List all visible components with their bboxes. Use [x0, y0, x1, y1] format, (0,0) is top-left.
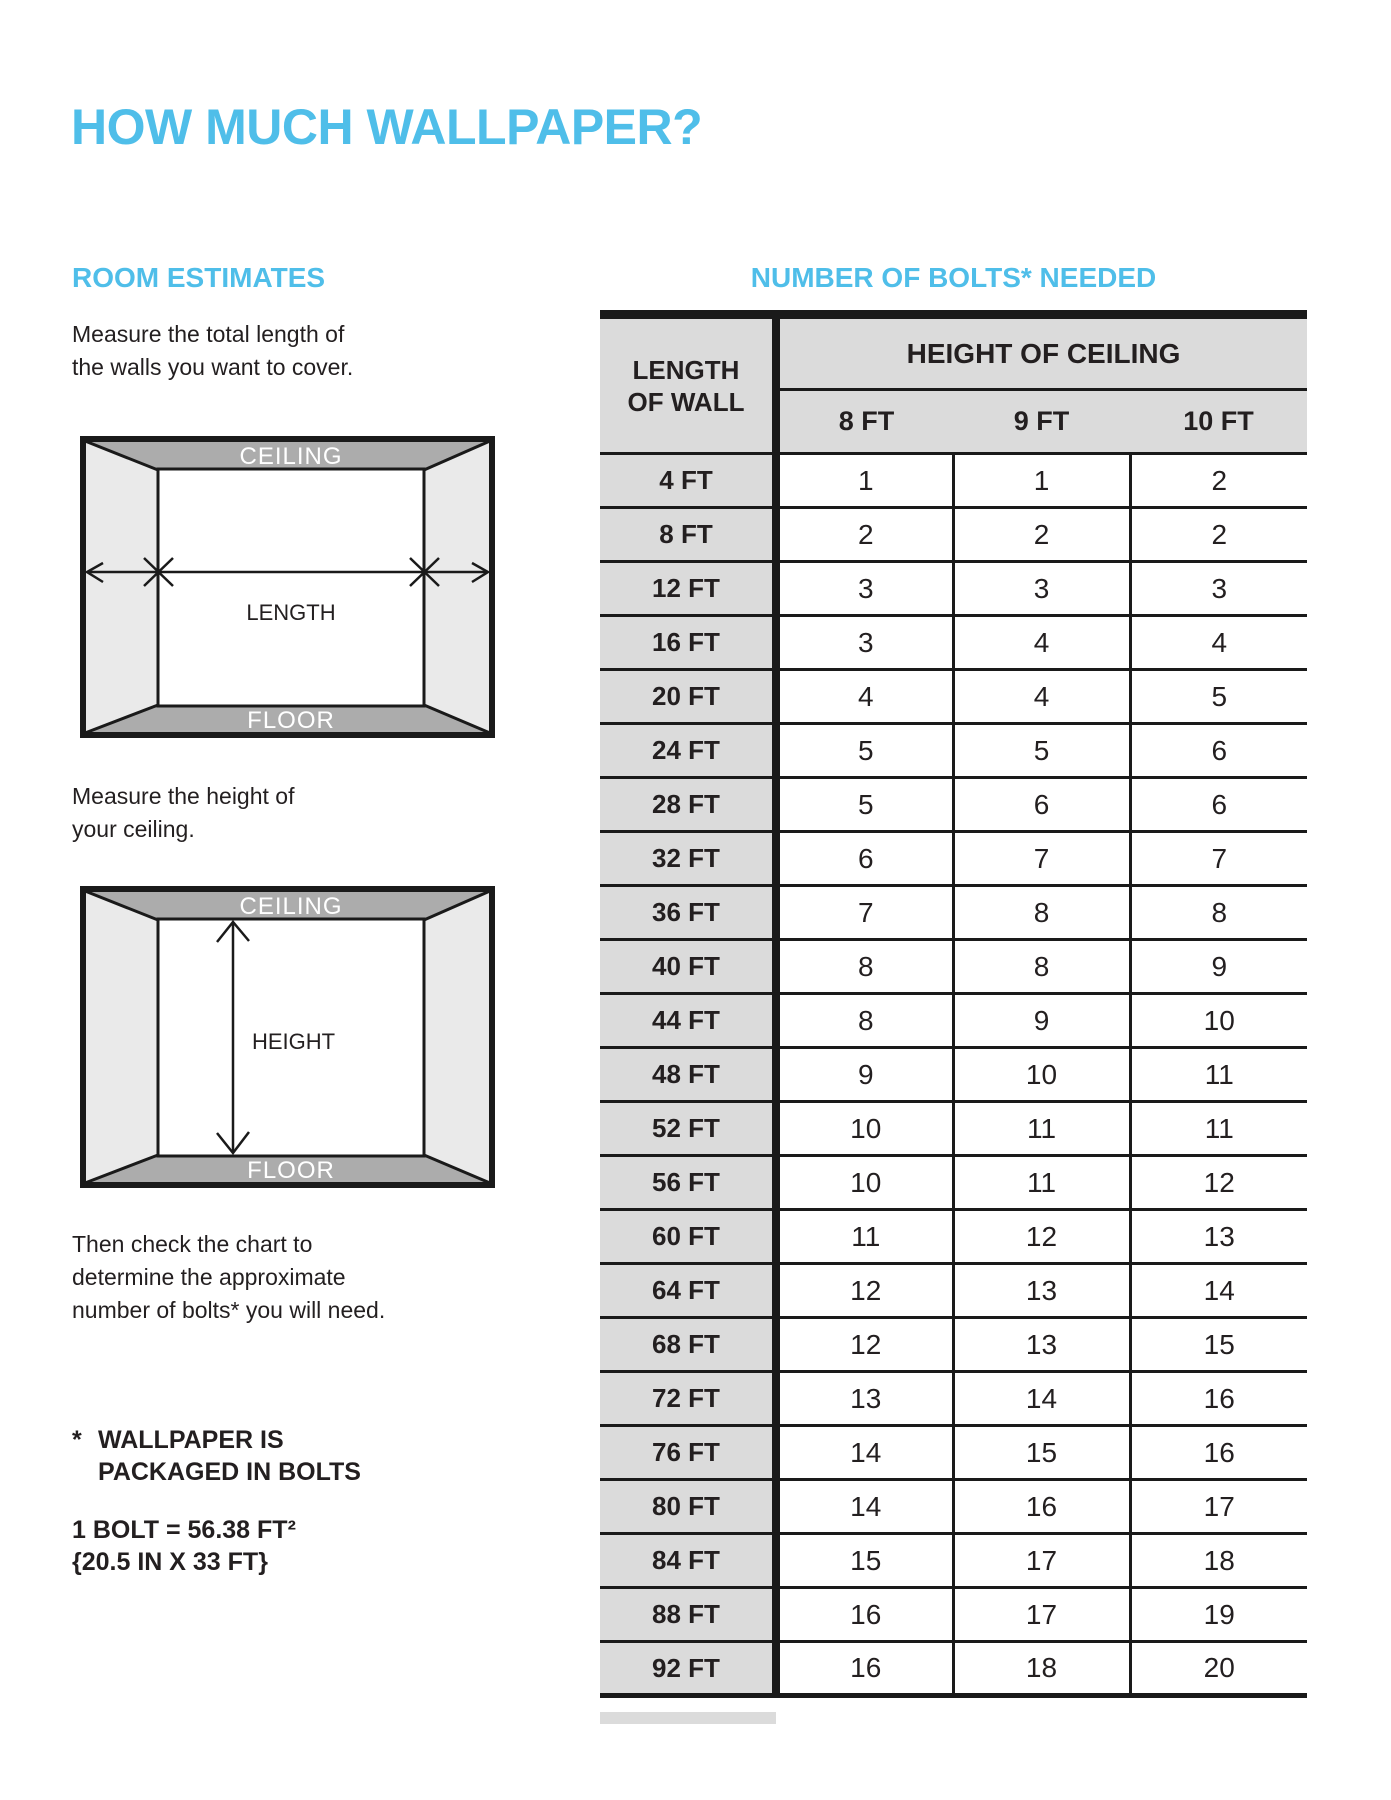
- room-length-diagram: [80, 436, 495, 738]
- bolt-count-cell: 11: [953, 1156, 1130, 1210]
- wall-length-label: 40 FT: [600, 940, 776, 994]
- wall-length-label: 28 FT: [600, 778, 776, 832]
- wall-length-label: 88 FT: [600, 1588, 776, 1642]
- bolt-count-cell: 2: [1130, 454, 1307, 508]
- bolt-count-cell: 15: [1130, 1318, 1307, 1372]
- bolt-count-cell: 12: [776, 1318, 953, 1372]
- bolt-count-cell: 3: [953, 562, 1130, 616]
- bolt-count-cell: 9: [1130, 940, 1307, 994]
- bolt-table-body: [600, 454, 1307, 1696]
- left-wall: [84, 890, 158, 1184]
- bolt-count-cell: 7: [953, 832, 1130, 886]
- bolt-count-cell: 15: [953, 1426, 1130, 1480]
- wall-length-label: 32 FT: [600, 832, 776, 886]
- bolt-count-cell: 13: [1130, 1210, 1307, 1264]
- bolt-count-cell: 14: [776, 1480, 953, 1534]
- bolt-count-cell: 14: [1130, 1264, 1307, 1318]
- floor-label: FLOOR: [247, 707, 335, 734]
- bolt-count-cell: 10: [1130, 994, 1307, 1048]
- wall-length-label: 80 FT: [600, 1480, 776, 1534]
- bolt-count-cell: 16: [776, 1642, 953, 1696]
- bolt-count-cell: 5: [776, 724, 953, 778]
- bolt-count-cell: 2: [776, 508, 953, 562]
- bolt-count-cell: 6: [1130, 778, 1307, 832]
- bolt-count-cell: 12: [776, 1264, 953, 1318]
- floor-label: FLOOR: [247, 1157, 335, 1184]
- bolt-count-cell: 8: [776, 994, 953, 1048]
- bolt-count-cell: 20: [1130, 1642, 1307, 1696]
- table-row: [600, 1156, 1307, 1210]
- table-row: [600, 1588, 1307, 1642]
- bolt-count-cell: 16: [1130, 1426, 1307, 1480]
- bolt-count-cell: 13: [953, 1264, 1130, 1318]
- bolt-count-cell: 1: [776, 454, 953, 508]
- footnote-line: WALLPAPER IS: [98, 1426, 284, 1454]
- table-row: [600, 724, 1307, 778]
- table-row: [600, 508, 1307, 562]
- bolt-count-cell: 17: [1130, 1480, 1307, 1534]
- bolt-count-cell: 6: [953, 778, 1130, 832]
- bolt-count-cell: 2: [1130, 508, 1307, 562]
- paragraph-line: your ceiling.: [72, 816, 195, 842]
- measure-height-paragraph: [72, 780, 294, 846]
- bolts-needed-table: [600, 310, 1307, 1698]
- bolt-count-cell: 13: [776, 1372, 953, 1426]
- bolt-count-cell: 11: [1130, 1048, 1307, 1102]
- bolt-count-cell: 10: [776, 1156, 953, 1210]
- wall-length-label: 44 FT: [600, 994, 776, 1048]
- table-row: [600, 670, 1307, 724]
- bolt-count-cell: 16: [953, 1480, 1130, 1534]
- bolt-count-cell: 2: [953, 508, 1130, 562]
- bolt-dimensions: {20.5 IN X 33 FT}: [72, 1548, 268, 1576]
- table-row: [600, 832, 1307, 886]
- wall-length-label: 92 FT: [600, 1642, 776, 1696]
- wall-length-label: 20 FT: [600, 670, 776, 724]
- bolt-count-cell: 14: [776, 1426, 953, 1480]
- bolt-count-cell: 16: [1130, 1372, 1307, 1426]
- table-row: [600, 1642, 1307, 1696]
- bolt-count-cell: 11: [776, 1210, 953, 1264]
- wall-length-label: 64 FT: [600, 1264, 776, 1318]
- bolt-count-cell: 4: [953, 616, 1130, 670]
- table-row: [600, 454, 1307, 508]
- back-wall: [158, 469, 424, 706]
- paragraph-line: number of bolts* you will need.: [72, 1297, 386, 1323]
- paragraph-line: Measure the height of: [72, 783, 295, 809]
- height-of-ceiling-header: HEIGHT OF CEILING: [776, 315, 1307, 390]
- wall-length-label: 8 FT: [600, 508, 776, 562]
- length-label: LENGTH: [246, 600, 336, 625]
- wall-length-label: 84 FT: [600, 1534, 776, 1588]
- bolt-count-cell: 7: [1130, 832, 1307, 886]
- bolt-count-cell: 6: [1130, 724, 1307, 778]
- footnote-line: PACKAGED IN BOLTS: [98, 1458, 361, 1486]
- bolt-count-cell: 19: [1130, 1588, 1307, 1642]
- bolts-needed-heading: NUMBER OF BOLTS* NEEDED: [750, 262, 1157, 293]
- table-row: [600, 886, 1307, 940]
- table-row: [600, 994, 1307, 1048]
- right-wall: [424, 890, 491, 1184]
- wall-length-label: 48 FT: [600, 1048, 776, 1102]
- table-row: [600, 1264, 1307, 1318]
- bolt-size-info: [72, 1514, 296, 1578]
- bolt-count-cell: 15: [776, 1534, 953, 1588]
- wall-length-label: 4 FT: [600, 454, 776, 508]
- bolt-count-cell: 8: [953, 886, 1130, 940]
- bolt-count-cell: 12: [1130, 1156, 1307, 1210]
- paragraph-line: Measure the total length of: [72, 321, 345, 347]
- wall-length-label: 60 FT: [600, 1210, 776, 1264]
- bolt-count-cell: 13: [953, 1318, 1130, 1372]
- asterisk: *: [72, 1426, 82, 1454]
- bolt-count-cell: 5: [776, 778, 953, 832]
- paragraph-line: Then check the chart to: [72, 1231, 313, 1257]
- bolt-count-cell: 3: [1130, 562, 1307, 616]
- bolt-count-cell: 10: [776, 1102, 953, 1156]
- paragraph-line: determine the approximate: [72, 1264, 346, 1290]
- check-chart-paragraph: [72, 1228, 385, 1327]
- bolt-count-cell: 9: [953, 994, 1130, 1048]
- bolt-count-cell: 17: [953, 1588, 1130, 1642]
- bolt-count-cell: 5: [953, 724, 1130, 778]
- bolt-count-cell: 11: [953, 1102, 1130, 1156]
- right-wall: [424, 440, 491, 734]
- bolt-count-cell: 3: [776, 616, 953, 670]
- bolt-count-cell: 1: [953, 454, 1130, 508]
- wall-length-label: 24 FT: [600, 724, 776, 778]
- table-row: [600, 616, 1307, 670]
- wall-length-label: 68 FT: [600, 1318, 776, 1372]
- label-column-stub: [600, 1712, 776, 1724]
- table-row: [600, 778, 1307, 832]
- left-wall: [84, 440, 158, 734]
- bolt-count-cell: 8: [953, 940, 1130, 994]
- measure-length-paragraph: [72, 318, 353, 384]
- bolt-equation: 1 BOLT = 56.38 FT²: [72, 1516, 296, 1544]
- room-height-diagram: [80, 886, 495, 1188]
- bolt-count-cell: 9: [776, 1048, 953, 1102]
- length-of-wall-header: LENGTH OF WALL: [600, 315, 776, 454]
- ceiling-label: CEILING: [239, 443, 343, 470]
- bolt-count-cell: 11: [1130, 1102, 1307, 1156]
- bolt-count-cell: 18: [1130, 1534, 1307, 1588]
- bolt-count-cell: 5: [1130, 670, 1307, 724]
- wall-length-label: 16 FT: [600, 616, 776, 670]
- wall-length-label: 72 FT: [600, 1372, 776, 1426]
- table-row: [600, 1372, 1307, 1426]
- table-row: [600, 1318, 1307, 1372]
- table-row: [600, 1048, 1307, 1102]
- bolt-count-cell: 14: [953, 1372, 1130, 1426]
- column-header-10ft: 10 FT: [1130, 390, 1307, 454]
- wall-length-label: 56 FT: [600, 1156, 776, 1210]
- bolt-count-cell: 7: [776, 886, 953, 940]
- wall-length-label: 76 FT: [600, 1426, 776, 1480]
- page-title: HOW MUCH WALLPAPER?: [71, 98, 703, 155]
- wallpaper-bolts-footnote: [72, 1424, 361, 1488]
- wall-length-label: 52 FT: [600, 1102, 776, 1156]
- table-row: [600, 1426, 1307, 1480]
- table-row: [600, 562, 1307, 616]
- column-header-8ft: 8 FT: [776, 390, 953, 454]
- wall-length-label: 36 FT: [600, 886, 776, 940]
- bolt-count-cell: 12: [953, 1210, 1130, 1264]
- bolt-count-cell: 3: [776, 562, 953, 616]
- table-row: [600, 1480, 1307, 1534]
- room-estimates-heading: ROOM ESTIMATES: [72, 262, 326, 293]
- height-label: HEIGHT: [252, 1029, 336, 1054]
- table-row: [600, 940, 1307, 994]
- column-header-9ft: 9 FT: [953, 390, 1130, 454]
- bolt-count-cell: 4: [1130, 616, 1307, 670]
- table-row: [600, 1534, 1307, 1588]
- bolt-count-cell: 8: [776, 940, 953, 994]
- paragraph-line: the walls you want to cover.: [72, 354, 354, 380]
- bolt-count-cell: 18: [953, 1642, 1130, 1696]
- bolt-count-cell: 4: [953, 670, 1130, 724]
- table-row: [600, 1102, 1307, 1156]
- bolt-count-cell: 17: [953, 1534, 1130, 1588]
- bolt-count-cell: 6: [776, 832, 953, 886]
- bolt-count-cell: 8: [1130, 886, 1307, 940]
- wall-length-label: 12 FT: [600, 562, 776, 616]
- ceiling-label: CEILING: [239, 893, 343, 920]
- bolt-count-cell: 16: [776, 1588, 953, 1642]
- bolt-count-cell: 10: [953, 1048, 1130, 1102]
- bolt-count-cell: 4: [776, 670, 953, 724]
- table-row: [600, 1210, 1307, 1264]
